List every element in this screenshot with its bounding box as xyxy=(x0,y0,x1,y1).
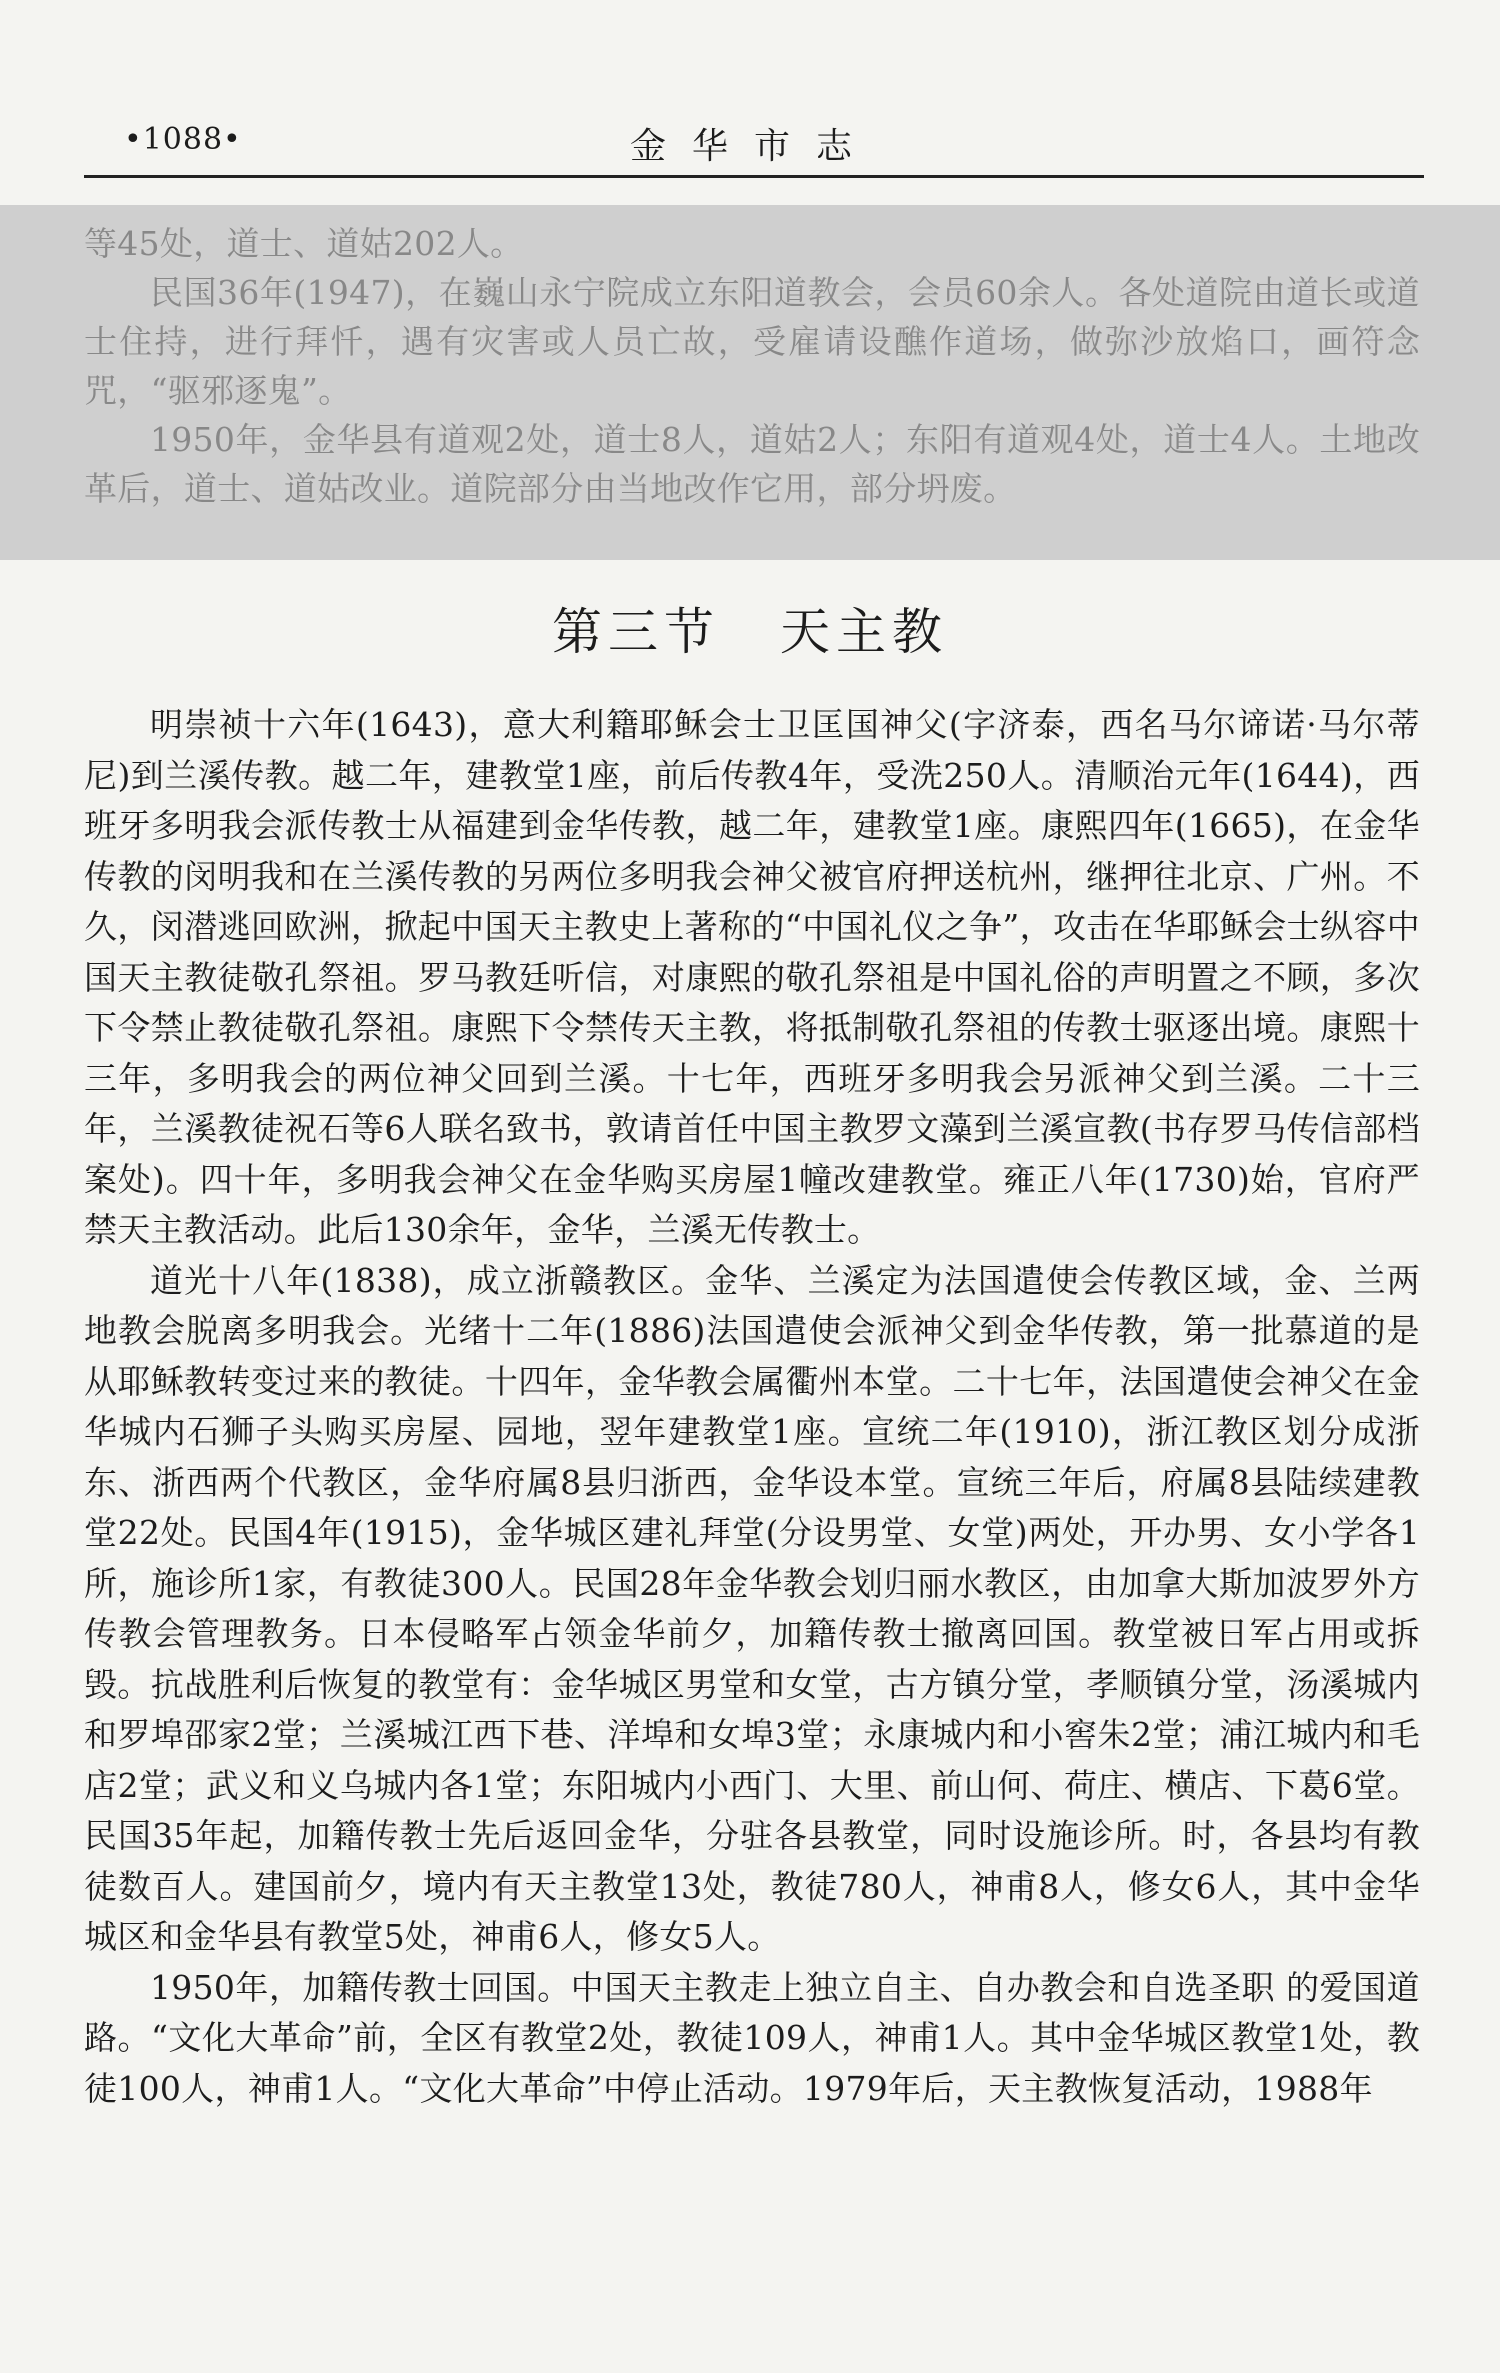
previous-paragraph-2: 民国36年(1947)，在巍山永宁院成立东阳道教会，会员60余人。各处道院由道长或道士住持，进行拜忏，遇有灾害或人员亡故，受雇请设醮作道场，做弥沙放焰口，画符念咒，“驱邪逐鬼”。 xyxy=(84,273,1420,410)
section-number: 第三节 xyxy=(552,603,720,661)
body-paragraph-1: 明崇祯十六年(1643)，意大利籍耶稣会士卫匡国神父(字济泰，西名马尔谛诺·马尔蒂尼)到兰溪传教。越二年，建教堂1座，前后传教4年，受洗250人。清顺治元年(1644)，西班牙多明我会派传教士从福建到金华传教，越二年，建教堂1座。康熙四年(1665)，在金华传教的闵明我和在兰溪传教的另两位多明我会神父被官府押送杭州，继押往北京、广州。不久，闵潜逃回欧洲，掀起中国天主教史上著称的“中国礼仪之争”，攻击在华耶稣会士纵容中国天主教徒敬孔祭祖。罗马教廷听信，对康熙的敬孔祭祖是中国礼俗的声明置之不顾，多次下令禁止教徒敬孔祭祖。康熙下令禁传天主教，将抵制敬孔祭祖的传教士驱逐出境。康熙十三年，多明我会的两位神父回到兰溪。十七年，西班牙多明我会另派神父到兰溪。二十三年，兰溪教徒祝石等6人联名致书，敦请首任中国主教罗文藻到兰溪宣教(书存罗马传信部档案处)。四十年，多明我会神父在金华购买房屋1幢改建教堂。雍正八年(1730)始，官府严禁天主教活动。此后130余年，金华，兰溪无传教士。 xyxy=(84,705,1420,1249)
previous-paragraph-3: 1950年，金华县有道观2处，道士8人，道姑2人；东阳有道观4处，道士4人。土地改革后，道士、道姑改业。道院部分由当地改作它用，部分坍废。 xyxy=(84,420,1420,508)
page-header xyxy=(84,110,1424,178)
section-heading xyxy=(0,592,1500,664)
running-title: 金华市志 xyxy=(629,126,878,167)
page-number: •1088• xyxy=(124,122,242,157)
header-rule xyxy=(84,175,1424,178)
body-paragraph-2: 道光十八年(1838)，成立浙赣教区。金华、兰溪定为法国遣使会传教区域，金、兰两地教会脱离多明我会。光绪十二年(1886)法国遣使会派神父到金华传教，第一批慕道的是从耶稣教转变过来的教徒。十四年，金华教会属衢州本堂。二十七年，法国遣使会神父在金华城内石狮子头购买房屋、园地，翌年建教堂1座。宣统二年(1910)，浙江教区划分成浙东、浙西两个代教区，金华府属8县归浙西，金华设本堂。宣统三年后，府属8县陆续建教堂22处。民国4年(1915)，金华城区建礼拜堂(分设男堂、女堂)两处，开办男、女小学各1所，施诊所1家，有教徒300人。民国28年金华教会划归丽水教区，由加拿大斯加波罗外方传教会管理教务。日本侵略军占领金华前夕，加籍传教士撤离回国。教堂被日军占用或拆毁。抗战胜利后恢复的教堂有：金华城区男堂和女堂，古方镇分堂，孝顺镇分堂，汤溪城内和罗埠邵家2堂；兰溪城江西下巷、洋埠和女埠3堂；永康城内和小窖朱2堂；浦江城内和毛店2堂；武义和义乌城内各1堂；东阳城内小西门、大里、前山何、荷庄、横店、下葛6堂。民国35年起，加籍传教士先后返回金华，分驻各县教堂，同时设施诊所。时，各县均有教徒数百人。建国前夕，境内有天主教堂13处，教徒780人，神甫8人，修女6人，其中金华城区和金华县有教堂5处，神甫6人，修女5人。 xyxy=(84,1260,1420,1956)
section-title: 天主教 xyxy=(780,603,948,661)
section-body xyxy=(84,700,1420,2114)
greyed-previous-section xyxy=(0,205,1500,560)
body-paragraph-3: 1950年，加籍传教士回国。中国天主教走上独立自主、自办教会和自选圣职 的爱国道路。“文化大革命”前，全区有教堂2处，教徒109人，神甫1人。其中金华城区教堂1处，教徒100人，神甫1人。“文化大革命”中停止活动。1979年后，天主教恢复活动，1988年 xyxy=(84,1967,1420,2108)
previous-paragraph-1: 等45处，道士、道姑202人。 xyxy=(84,224,524,263)
